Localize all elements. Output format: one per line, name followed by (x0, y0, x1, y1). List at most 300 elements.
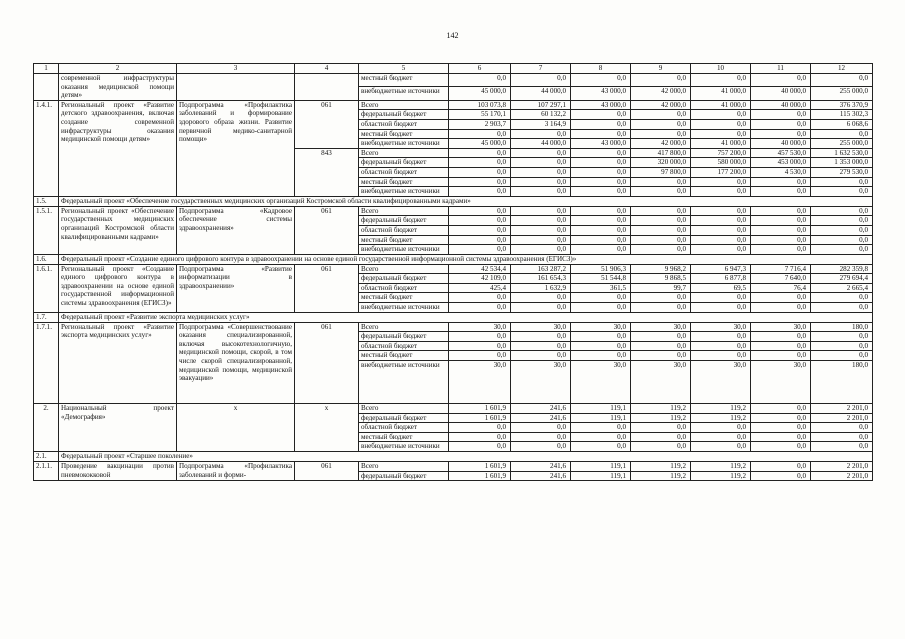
source-label: Всего (359, 100, 449, 110)
value-cell: 417 800,0 (631, 148, 691, 158)
value-cell: 119,1 (571, 404, 631, 414)
value-cell: 41 000,0 (691, 87, 751, 100)
value-cell: 0,0 (449, 225, 511, 235)
grbs-code: 061 (295, 462, 359, 481)
value-cell: 97 800,0 (631, 167, 691, 177)
value-cell: 7 716,4 (751, 264, 811, 274)
source-label: внебюджетные источники (359, 139, 449, 149)
value-cell: 119,2 (631, 404, 691, 414)
value-cell: 0,0 (751, 462, 811, 472)
value-cell: 0,0 (631, 177, 691, 187)
value-cell: 0,0 (751, 293, 811, 303)
value-cell: 40 000,0 (751, 139, 811, 149)
source-label: местный бюджет (359, 74, 449, 87)
value-cell: 0,0 (631, 225, 691, 235)
source-label: внебюджетные источники (359, 442, 449, 452)
source-label: внебюджетные источники (359, 303, 449, 313)
row-code: 1.5. (34, 196, 59, 206)
value-cell: 0,0 (691, 423, 751, 433)
value-cell: 1 601,9 (449, 413, 511, 423)
value-cell: 107 297,1 (511, 100, 571, 110)
value-cell: 0,0 (571, 74, 631, 87)
source-label: внебюджетные источники (359, 245, 449, 255)
value-cell: 119,1 (571, 471, 631, 481)
value-cell: 30,0 (751, 361, 811, 404)
value-cell: 0,0 (751, 216, 811, 226)
column-header: 8 (571, 64, 631, 74)
value-cell: 0,0 (631, 245, 691, 255)
value-cell: 30,0 (449, 322, 511, 332)
source-label: областной бюджет (359, 283, 449, 293)
source-label: Всего (359, 206, 449, 216)
value-cell: 0,0 (691, 119, 751, 129)
value-cell: 2 201,0 (811, 462, 873, 472)
source-label: федеральный бюджет (359, 471, 449, 481)
value-cell: 0,0 (811, 423, 873, 433)
source-label: местный бюджет (359, 177, 449, 187)
source-label: Всего (359, 322, 449, 332)
value-cell: 0,0 (691, 293, 751, 303)
value-cell: 0,0 (511, 167, 571, 177)
grbs-code: 061 (295, 100, 359, 148)
source-label: федеральный бюджет (359, 158, 449, 168)
value-cell: 177 200,0 (691, 167, 751, 177)
value-cell: 55 170,1 (449, 110, 511, 120)
value-cell: 0,0 (811, 442, 873, 452)
grbs-code: 061 (295, 322, 359, 403)
value-cell: 0,0 (511, 423, 571, 433)
source-label: федеральный бюджет (359, 332, 449, 342)
value-cell: 69,5 (691, 283, 751, 293)
value-cell: 0,0 (571, 187, 631, 197)
value-cell: 0,0 (571, 119, 631, 129)
value-cell: 0,0 (691, 187, 751, 197)
grbs-code: 061 (295, 264, 359, 312)
project-name: Региональный проект «Развитие детского здравоохранения, включая создание современной инфраструктуры оказания медицинской помощи детям» (59, 100, 177, 196)
value-cell: 0,0 (631, 442, 691, 452)
value-cell: 0,0 (751, 404, 811, 414)
value-cell: 0,0 (571, 148, 631, 158)
source-label: местный бюджет (359, 235, 449, 245)
value-cell: 0,0 (811, 177, 873, 187)
table-row (34, 322, 873, 332)
value-cell: 0,0 (751, 471, 811, 481)
program-name: Подпрограмма «Совершенствование оказания специализированной, включая высокотехнологичную, медицинской помощи, скорой, в том числе скорой специализированной, медицинской помощи, медицинской эвакуации» (177, 322, 295, 403)
row-code: 1.7.1. (34, 322, 59, 403)
source-label: местный бюджет (359, 351, 449, 361)
column-header: 1 (34, 64, 59, 74)
value-cell: 76,4 (751, 283, 811, 293)
row-code: 2.1. (34, 452, 59, 462)
grbs-code: х (295, 404, 359, 452)
value-cell: 241,6 (511, 404, 571, 414)
value-cell: 0,0 (691, 245, 751, 255)
value-cell: 60 132,2 (511, 110, 571, 120)
value-cell: 0,0 (751, 235, 811, 245)
program-name: Подпрограмма «Профилактика заболеваний и форми- (177, 462, 295, 481)
value-cell: 0,0 (449, 235, 511, 245)
value-cell: 0,0 (571, 158, 631, 168)
value-cell: 0,0 (449, 158, 511, 168)
value-cell: 0,0 (511, 293, 571, 303)
table-row (34, 100, 873, 110)
value-cell: 30,0 (751, 322, 811, 332)
source-label: федеральный бюджет (359, 110, 449, 120)
value-cell: 0,0 (449, 245, 511, 255)
value-cell: 0,0 (511, 245, 571, 255)
value-cell: 0,0 (631, 423, 691, 433)
value-cell: 0,0 (631, 206, 691, 216)
value-cell: 2 903,7 (449, 119, 511, 129)
value-cell: 0,0 (631, 341, 691, 351)
value-cell: 0,0 (691, 341, 751, 351)
source-label: Всего (359, 462, 449, 472)
value-cell: 0,0 (449, 341, 511, 351)
value-cell: 30,0 (511, 322, 571, 332)
value-cell: 0,0 (751, 245, 811, 255)
value-cell: 0,0 (449, 187, 511, 197)
value-cell: 30,0 (571, 322, 631, 332)
value-cell: 0,0 (511, 148, 571, 158)
program-name: Подпрограмма «Кадровое обеспечение системы здравоохранения» (177, 206, 295, 254)
value-cell: 376 370,9 (811, 100, 873, 110)
value-cell: 2 665,4 (811, 283, 873, 293)
table-row (34, 264, 873, 274)
value-cell: 0,0 (449, 423, 511, 433)
value-cell: 0,0 (751, 187, 811, 197)
value-cell: 757 200,0 (691, 148, 751, 158)
value-cell: 0,0 (631, 351, 691, 361)
value-cell: 0,0 (631, 129, 691, 139)
value-cell: 1 601,9 (449, 471, 511, 481)
value-cell: 0,0 (511, 158, 571, 168)
value-cell: 0,0 (811, 129, 873, 139)
value-cell: 43 000,0 (571, 100, 631, 110)
section-row (34, 452, 873, 462)
value-cell: 320 000,0 (631, 158, 691, 168)
project-name: Региональный проект «Создание единого цифрового контура в здравоохранении на основе единой государственной информационной системы здравоохранения (ЕГИСЗ)» (59, 264, 177, 312)
row-code: 1.6. (34, 254, 59, 264)
source-label: федеральный бюджет (359, 274, 449, 284)
value-cell: 0,0 (751, 225, 811, 235)
value-cell: 0,0 (811, 74, 873, 87)
source-label: Всего (359, 148, 449, 158)
value-cell: 0,0 (691, 206, 751, 216)
value-cell: 0,0 (571, 235, 631, 245)
value-cell: 0,0 (449, 293, 511, 303)
value-cell: 0,0 (571, 225, 631, 235)
value-cell: 163 287,2 (511, 264, 571, 274)
value-cell: 0,0 (511, 216, 571, 226)
value-cell: 0,0 (751, 119, 811, 129)
value-cell: 180,0 (811, 361, 873, 404)
source-label: федеральный бюджет (359, 413, 449, 423)
value-cell: 0,0 (631, 187, 691, 197)
value-cell: 45 000,0 (449, 139, 511, 149)
value-cell: 0,0 (751, 423, 811, 433)
value-cell: 0,0 (751, 74, 811, 87)
value-cell: 0,0 (751, 332, 811, 342)
value-cell: 0,0 (571, 206, 631, 216)
value-cell: 255 000,0 (811, 87, 873, 100)
value-cell: 0,0 (449, 303, 511, 313)
value-cell: 51 906,3 (571, 264, 631, 274)
project-name: Национальный проект «Демография» (59, 404, 177, 452)
value-cell: 0,0 (571, 245, 631, 255)
value-cell: 6 877,8 (691, 274, 751, 284)
value-cell: 30,0 (691, 322, 751, 332)
value-cell: 0,0 (449, 177, 511, 187)
value-cell: 2 201,0 (811, 471, 873, 481)
value-cell: 0,0 (751, 129, 811, 139)
section-title: Федеральный проект «Развитие экспорта медицинских услуг» (59, 312, 873, 322)
value-cell: 0,0 (751, 351, 811, 361)
value-cell: 241,6 (511, 462, 571, 472)
value-cell: 0,0 (751, 303, 811, 313)
value-cell: 0,0 (511, 351, 571, 361)
value-cell: 0,0 (571, 432, 631, 442)
value-cell: 1 632,9 (511, 283, 571, 293)
column-header: 9 (631, 64, 691, 74)
value-cell: 0,0 (449, 216, 511, 226)
value-cell: 0,0 (571, 293, 631, 303)
section-title: Федеральный проект «Создание единого цифрового контура в здравоохранении на основе единой государственной информационной системы здравоохранения (ЕГИСЗ)» (59, 254, 873, 264)
program-name: х (177, 404, 295, 452)
value-cell: 0,0 (691, 74, 751, 87)
value-cell: 1 353 000,0 (811, 158, 873, 168)
value-cell: 30,0 (449, 361, 511, 404)
program-name: Подпрограмма «Профилактика заболеваний и формирование здорового образа жизни. Развитие первичной медико-санитарной помощи» (177, 100, 295, 196)
value-cell: 0,0 (511, 332, 571, 342)
value-cell: 0,0 (449, 332, 511, 342)
value-cell: 0,0 (811, 293, 873, 303)
header-row (34, 64, 873, 74)
value-cell: 0,0 (811, 216, 873, 226)
project-name: Региональный проект «Развитие экспорта медицинских услуг» (59, 322, 177, 403)
value-cell: 0,0 (511, 129, 571, 139)
value-cell: 0,0 (571, 110, 631, 120)
column-header: 7 (511, 64, 571, 74)
value-cell: 41 000,0 (691, 100, 751, 110)
value-cell: 0,0 (631, 303, 691, 313)
value-cell: 0,0 (511, 177, 571, 187)
value-cell: 2 201,0 (811, 404, 873, 414)
value-cell: 0,0 (691, 110, 751, 120)
project-name: современной инфраструктуры оказания медицинской помощи детям» (59, 74, 177, 101)
value-cell: 45 000,0 (449, 87, 511, 100)
value-cell: 0,0 (811, 187, 873, 197)
table-row (34, 462, 873, 472)
value-cell: 42 534,4 (449, 264, 511, 274)
value-cell: 0,0 (751, 177, 811, 187)
value-cell: 0,0 (571, 442, 631, 452)
value-cell: 0,0 (571, 351, 631, 361)
budget-table (33, 63, 873, 481)
value-cell: 0,0 (511, 187, 571, 197)
value-cell: 30,0 (631, 361, 691, 404)
column-header: 3 (177, 64, 295, 74)
program-name: Подпрограмма «Развитие информатизации в здравоохранении» (177, 264, 295, 312)
value-cell: 0,0 (691, 332, 751, 342)
source-label: федеральный бюджет (359, 216, 449, 226)
source-label: областной бюджет (359, 167, 449, 177)
value-cell: 580 000,0 (691, 158, 751, 168)
column-header: 4 (295, 64, 359, 74)
source-label: областной бюджет (359, 119, 449, 129)
value-cell: 0,0 (631, 235, 691, 245)
source-label: внебюджетные источники (359, 361, 449, 404)
value-cell: 0,0 (511, 432, 571, 442)
value-cell: 119,1 (571, 462, 631, 472)
value-cell: 0,0 (691, 177, 751, 187)
value-cell: 0,0 (691, 432, 751, 442)
value-cell: 0,0 (511, 225, 571, 235)
value-cell: 0,0 (631, 110, 691, 120)
value-cell: 0,0 (449, 167, 511, 177)
row-code: 1.7. (34, 312, 59, 322)
value-cell: 361,5 (571, 283, 631, 293)
value-cell: 425,4 (449, 283, 511, 293)
value-cell: 0,0 (811, 351, 873, 361)
value-cell: 0,0 (571, 216, 631, 226)
value-cell: 0,0 (571, 423, 631, 433)
page-number: 142 (446, 31, 459, 40)
column-header: 12 (811, 64, 873, 74)
table-row (34, 74, 873, 87)
value-cell: 0,0 (751, 206, 811, 216)
value-cell: 0,0 (631, 119, 691, 129)
value-cell: 0,0 (691, 235, 751, 245)
source-label: областной бюджет (359, 225, 449, 235)
value-cell: 7 640,0 (751, 274, 811, 284)
value-cell: 42 000,0 (631, 139, 691, 149)
value-cell: 9 968,2 (631, 264, 691, 274)
value-cell: 0,0 (571, 167, 631, 177)
value-cell: 161 654,3 (511, 274, 571, 284)
row-code: 1.5.1. (34, 206, 59, 254)
value-cell: 6 947,3 (691, 264, 751, 274)
value-cell: 41 000,0 (691, 139, 751, 149)
value-cell: 0,0 (511, 235, 571, 245)
value-cell: 0,0 (811, 245, 873, 255)
value-cell: 0,0 (811, 235, 873, 245)
row-code: 1.6.1. (34, 264, 59, 312)
value-cell: 0,0 (631, 293, 691, 303)
source-label: местный бюджет (359, 129, 449, 139)
value-cell: 0,0 (691, 216, 751, 226)
value-cell: 0,0 (571, 129, 631, 139)
value-cell: 457 530,0 (751, 148, 811, 158)
row-code: 2.1.1. (34, 462, 59, 481)
value-cell: 0,0 (751, 432, 811, 442)
table-row (34, 404, 873, 414)
source-label: Всего (359, 404, 449, 414)
value-cell: 279 530,0 (811, 167, 873, 177)
value-cell: 43 000,0 (571, 87, 631, 100)
value-cell: 42 000,0 (631, 100, 691, 110)
source-label: внебюджетные источники (359, 87, 449, 100)
section-row (34, 312, 873, 322)
value-cell: 0,0 (511, 74, 571, 87)
value-cell: 0,0 (631, 74, 691, 87)
section-title: Федеральный проект «Старшее поколение» (59, 452, 873, 462)
value-cell: 0,0 (449, 432, 511, 442)
value-cell: 255 000,0 (811, 139, 873, 149)
value-cell: 115 302,3 (811, 110, 873, 120)
project-name: Региональный проект «Обеспечение государственных медицинских организаций Костромской области квалифицированными кадрами» (59, 206, 177, 254)
value-cell: 279 694,4 (811, 274, 873, 284)
value-cell: 0,0 (631, 216, 691, 226)
value-cell: 30,0 (631, 322, 691, 332)
value-cell: 0,0 (511, 303, 571, 313)
grbs-code: 843 (295, 148, 359, 196)
value-cell: 9 868,5 (631, 274, 691, 284)
project-name: Проведение вакцинации против пневмококковой (59, 462, 177, 481)
value-cell: 51 544,8 (571, 274, 631, 284)
value-cell: 0,0 (811, 303, 873, 313)
value-cell: 43 000,0 (571, 139, 631, 149)
value-cell: 0,0 (449, 351, 511, 361)
value-cell: 0,0 (751, 110, 811, 120)
value-cell: 0,0 (631, 332, 691, 342)
value-cell: 282 359,8 (811, 264, 873, 274)
value-cell: 119,2 (691, 413, 751, 423)
value-cell: 2 201,0 (811, 413, 873, 423)
value-cell: 0,0 (449, 74, 511, 87)
column-header: 6 (449, 64, 511, 74)
column-header: 10 (691, 64, 751, 74)
row-code: 1.4.1. (34, 100, 59, 196)
value-cell: 1 632 530,0 (811, 148, 873, 158)
value-cell: 0,0 (691, 351, 751, 361)
value-cell: 119,2 (691, 404, 751, 414)
value-cell: 0,0 (691, 129, 751, 139)
value-cell: 0,0 (811, 341, 873, 351)
source-label: Всего (359, 264, 449, 274)
table-row (34, 206, 873, 216)
row-code: 2. (34, 404, 59, 452)
value-cell: 453 000,0 (751, 158, 811, 168)
value-cell: 119,1 (571, 413, 631, 423)
value-cell: 0,0 (511, 442, 571, 452)
source-label: местный бюджет (359, 432, 449, 442)
source-label: местный бюджет (359, 293, 449, 303)
value-cell: 241,6 (511, 471, 571, 481)
value-cell: 1 601,9 (449, 404, 511, 414)
value-cell: 99,7 (631, 283, 691, 293)
value-cell: 0,0 (691, 303, 751, 313)
value-cell: 0,0 (571, 332, 631, 342)
value-cell: 40 000,0 (751, 87, 811, 100)
source-label: внебюджетные источники (359, 187, 449, 197)
value-cell: 6 068,6 (811, 119, 873, 129)
value-cell: 4 530,0 (751, 167, 811, 177)
value-cell: 1 601,9 (449, 462, 511, 472)
value-cell: 44 000,0 (511, 139, 571, 149)
value-cell: 42 000,0 (631, 87, 691, 100)
value-cell: 0,0 (811, 332, 873, 342)
value-cell: 0,0 (449, 129, 511, 139)
value-cell: 0,0 (751, 413, 811, 423)
value-cell: 30,0 (571, 361, 631, 404)
value-cell: 0,0 (571, 177, 631, 187)
value-cell: 44 000,0 (511, 87, 571, 100)
value-cell: 119,2 (691, 471, 751, 481)
value-cell: 103 073,8 (449, 100, 511, 110)
value-cell: 30,0 (691, 361, 751, 404)
section-row (34, 254, 873, 264)
value-cell: 241,6 (511, 413, 571, 423)
